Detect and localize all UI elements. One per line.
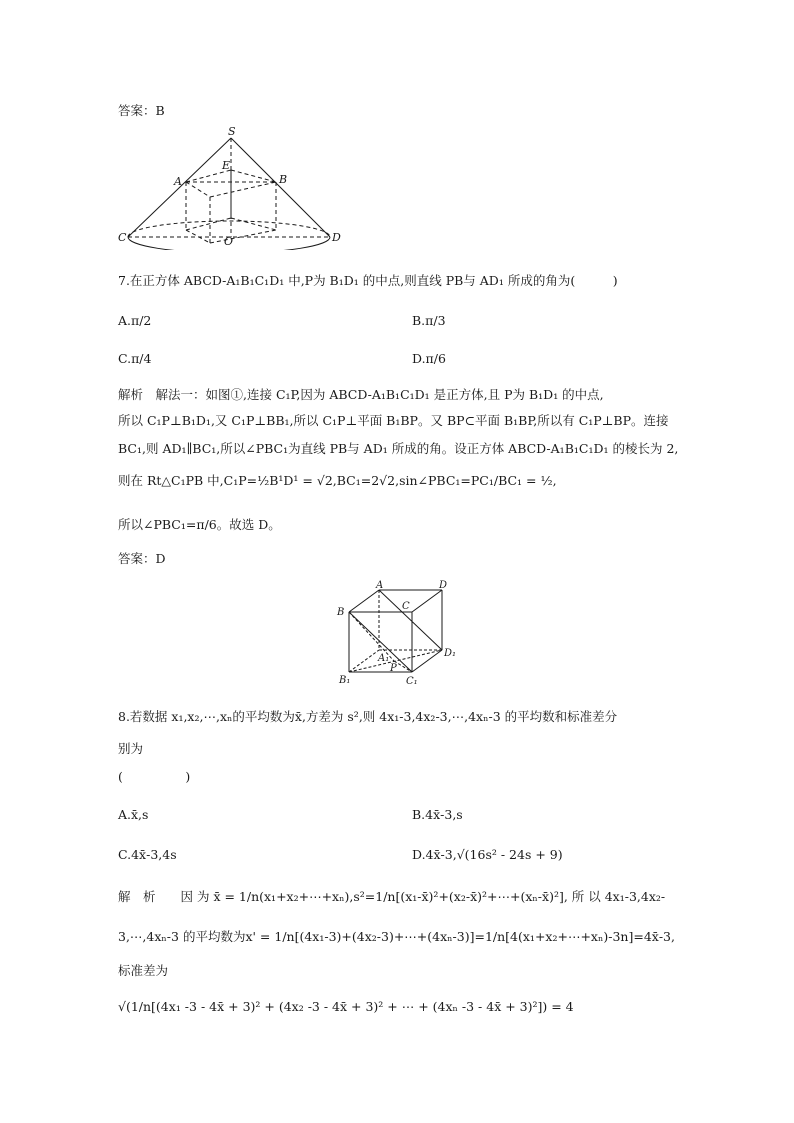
- q7-analysis-4: 则在 Rt△C₁PB 中,C₁P=½B¹D¹ = √2,BC₁=2√2,sin∠PBC₁=PC₁/BC₁ = ½,: [118, 473, 557, 488]
- cube-figure: [334, 578, 464, 688]
- q7-option-b[interactable]: B.π/3: [412, 313, 446, 328]
- answer-line: 答案：B: [118, 103, 165, 118]
- label-D1: D₁: [444, 648, 457, 659]
- label-C: C: [118, 231, 127, 244]
- q7-option-a[interactable]: A.π/2: [118, 313, 152, 328]
- q8-analysis-4: √(1/n[(4x₁ -3 - 4x̄ + 3)² + (4x₂ -3 - 4x̄ + 3)² + ⋯ + (4xₙ -3 - 4x̄ + 3)²]) = 4: [118, 999, 574, 1014]
- q8-analysis-3: 标准差为: [118, 963, 169, 978]
- label-B: B: [279, 173, 288, 186]
- label-A: A: [376, 580, 384, 591]
- label-E: E: [222, 159, 231, 172]
- q7-analysis-1: 解析 解法一：如图①,连接 C₁P,因为 ABCD-A₁B₁C₁D₁ 是正方体,且 P为 B₁D₁ 的中点,: [118, 387, 604, 402]
- q7-analysis-3: BC₁,则 AD₁∥BC₁,所以∠PBC₁为直线 PB与 AD₁ 所成的角。设正方体 ABCD-A₁B₁C₁D₁ 的棱长为 2,: [118, 441, 679, 456]
- label-S: S: [228, 125, 236, 138]
- label-P: P: [390, 663, 397, 674]
- label-C1: C₁: [406, 676, 418, 687]
- q8-option-c[interactable]: C.4x̄-3,4s: [118, 847, 177, 862]
- q7-analysis-5: 所以∠PBC₁=π/6。故选 D。: [118, 517, 281, 532]
- q8-option-a[interactable]: A.x̄,s: [118, 807, 149, 822]
- q7-analysis-2: 所以 C₁P⊥B₁D₁,又 C₁P⊥BB₁,所以 C₁P⊥平面 B₁BP。又 BP⊂平面 B₁BP,所以有 C₁P⊥BP。连接: [118, 413, 669, 428]
- q7-answer: 答案：D: [118, 551, 166, 566]
- label-A: A: [174, 175, 182, 188]
- label-C: C: [402, 601, 410, 612]
- label-D: D: [439, 580, 448, 591]
- q7-option-d[interactable]: D.π/6: [412, 351, 446, 366]
- q8-analysis-2: 3,⋯,4xₙ-3 的平均数为x' = 1/n[(4x₁-3)+(4x₂-3)+⋯+(4xₙ-3)]=1/n[4(x₁+x₂+⋯+xₙ)-3n]=4x̄-3,: [118, 929, 675, 944]
- cone-cube-figure: [118, 125, 348, 250]
- label-B1: B₁: [339, 675, 351, 686]
- label-A1: A₁: [378, 653, 390, 664]
- label-O: O: [224, 235, 234, 248]
- label-D: D: [332, 231, 341, 244]
- q8-stem-1: 8.若数据 x₁,x₂,⋯,xₙ的平均数为x̄,方差为 s²,则 4x₁-3,4x₂-3,⋯,4xₙ-3 的平均数和标准差分: [118, 709, 618, 724]
- q8-answer-blank: ( ): [118, 769, 191, 784]
- q8-option-d[interactable]: D.4x̄-3,√(16s² - 24s + 9): [412, 847, 563, 862]
- q8-analysis-1: 解 析 因 为 x̄ = 1/n(x₁+x₂+⋯+xₙ),s²=1/n[(x₁-x̄)²+(x₂-x̄)²+⋯+(xₙ-x̄)²], 所 以 4x₁-3,4x₂-: [118, 889, 666, 904]
- q8-stem-2: 别为: [118, 741, 144, 756]
- q7-option-c[interactable]: C.π/4: [118, 351, 152, 366]
- q8-option-b[interactable]: B.4x̄-3,s: [412, 807, 463, 822]
- label-B: B: [337, 607, 345, 618]
- q7-stem: 7.在正方体 ABCD-A₁B₁C₁D₁ 中,P为 B₁D₁ 的中点,则直线 PB与 AD₁ 所成的角为( ): [118, 273, 618, 288]
